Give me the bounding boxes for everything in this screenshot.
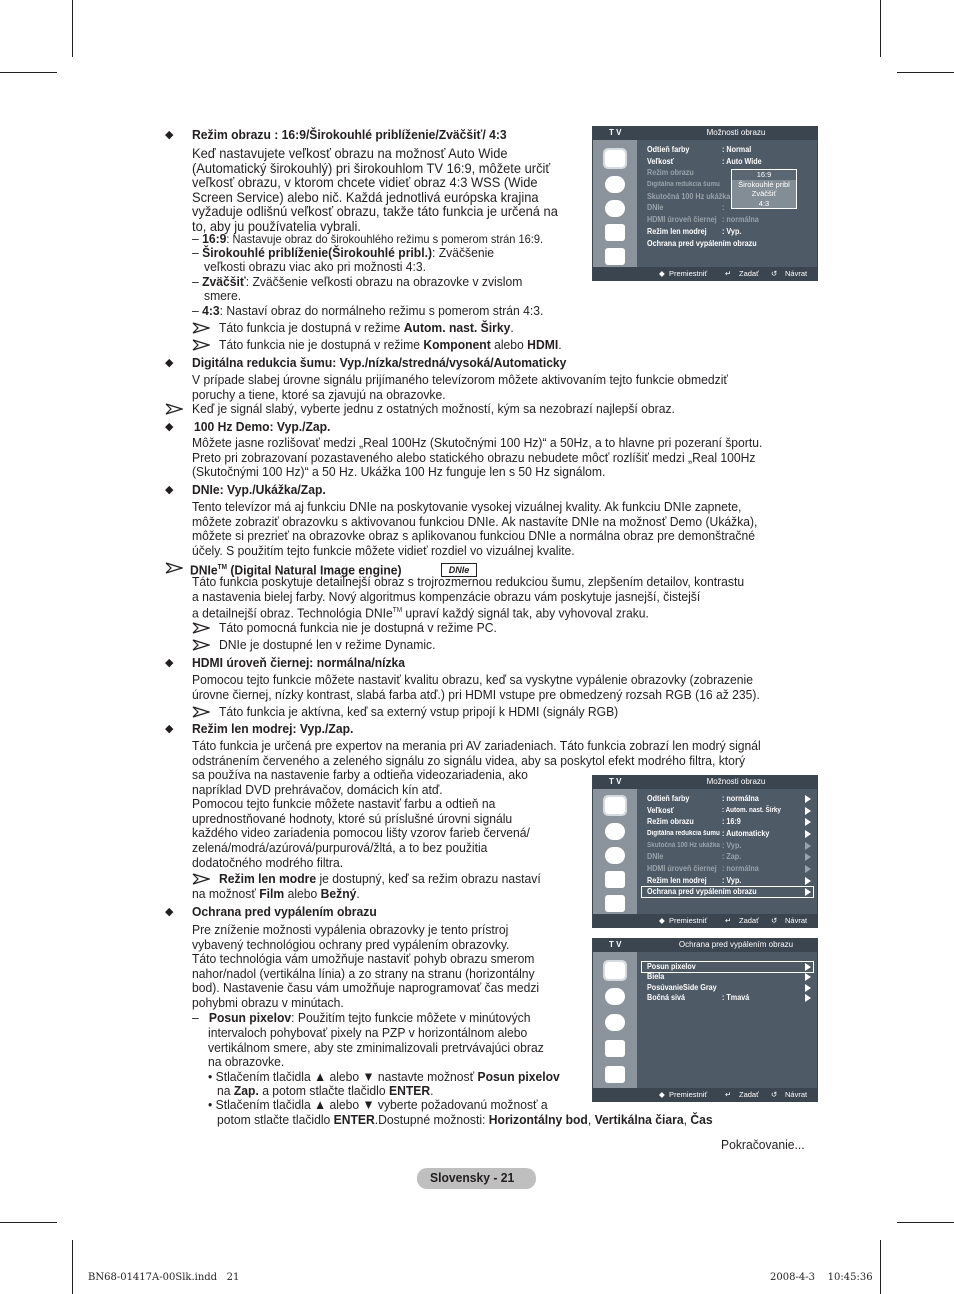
diamond-bullet-icon: ◆ [165,906,174,918]
enter-hint: Zadať [739,916,759,925]
note-text: Táto funkcia nie je dostupná v režime Komponent alebo HDMI. [219,337,562,352]
enter-icon: ↵ [725,1090,732,1099]
menu-item-label[interactable]: Veľkosť [647,806,675,815]
enter-hint: Zadať [739,1090,759,1099]
tv-label: T V [609,777,622,786]
footer-date: 2008-4-3 10:45:36 [770,1272,873,1283]
paragraph: Pre zníženie možnosti vypálenia obrazovky je tento prístroj vybavený technológiou ochrany pred vypálením obrazovky. Táto technológia vám umožňuje nastaviť pohyb obrazu smerom nahor/nadol (vertikálna línia) a zo strany na stranu (horizontálny bod). Nastavenie času vám umožňuje naprogramovať čas medzi pohybmi obrazu v minútach. [192,922,540,1010]
return-icon: ↺ [771,916,778,925]
paragraph: Táto funkcia poskytuje detailnejší obraz s trojrozmernou redukciou šumu, zlepšením detailov, kontrastu a nastavenia bielej farby. Nový algoritmus kompenzácie obrazu vám poskytuje jasnejší, čistejší a detailnejší obraz. Technológia DNIe™ upraví každý signál tak, aby vyhovoval zraku. [192,574,745,621]
sound-icon [605,823,625,840]
menu-item-label[interactable]: Odtieň farby [647,794,690,803]
note-arrow-icon [192,873,210,885]
diamond-bullet-icon: ◆ [165,657,174,669]
menu-title: Ochrana pred vypálením obrazu [678,940,794,949]
crop-mark [72,1240,73,1294]
paragraph: Môžete jasne rozlišovať medzi „Real 100Hz (Skutočnými 100 Hz)“ a 50Hz, a to hlavne pri pozeraní športu. Preto pri zobrazovaní pozastaveného alebo statického obrazu nebudete môcť rozlíšiť medzi „Real 100Hz (Skutočnými 100 Hz)“ a 50 Hz. Ukážka 100 Hz funguje len s 50 Hz signálom. [192,435,763,480]
menu-item-label[interactable]: PosúvanieSide Gray [647,983,717,992]
arrow-right-icon [805,795,811,803]
crop-mark [880,0,881,57]
return-hint: Návrat [785,1090,808,1099]
definition-item: – 4:3: Nastaví obraz do normálneho režimu s pomerom strán 4:3. [192,303,544,318]
diamond-bullet-icon: ◆ [165,723,174,735]
menu-item-label[interactable]: Režim obrazu [647,817,694,826]
menu-item-label[interactable]: Ochrana pred vypálením obrazu [647,887,757,896]
sound-icon [605,176,625,193]
move-hint: Premiestniť [669,916,708,925]
diamond-bullet-icon: ◆ [165,129,174,141]
move-hint: Premiestniť [669,269,708,278]
menu-list [637,140,817,267]
menu-item-value: : Automaticky [722,829,770,838]
menu-item-label[interactable]: Skutočná 100 Hz ukážka [647,842,720,849]
note-arrow-icon [165,403,183,415]
paragraph: Pomocou tejto funkcie môžete nastaviť kvalitu obrazu, keď sa vyskytne vypálenie obrazovky (zobrazenie úrovne čiernej, nízky kontrast, slabá farba atď.) pri HDMI vstupe pre obmedzený rozsah RGB (16 až 235). [192,672,760,702]
note-text: Režim len modre je dostupný, keď sa režim obrazu nastaví [219,871,541,886]
diamond-bullet-icon: ◆ [165,484,174,496]
menu-item-label[interactable]: HDMI úroveň čiernej [647,864,717,873]
section-title: HDMI úroveň čiernej: normálna/nízka [192,655,406,670]
note-text: na možnosť Film alebo Bežný. [192,886,360,901]
note-arrow-icon [192,322,210,334]
enter-icon: ↵ [725,916,732,925]
input-icon [605,895,625,912]
note-text: Keď je signál slabý, vyberte jednu z ostatných možností, kým sa nezobrazí najlepší obraz. [192,401,675,416]
menu-item-value: : Normal [722,145,752,154]
definition-item: – Posun pixelov: Použitím tejto funkcie môžete v minútových [192,1010,531,1025]
arrow-right-icon [805,807,811,815]
menu-item-label[interactable]: Odtieň farby [647,145,690,154]
arrow-right-icon [805,853,811,861]
section-title: Ochrana pred vypálením obrazu [192,904,377,919]
paragraph: Keď nastavujete veľkosť obrazu na možnosť Auto Wide (Automatický širokouhlý) pri širokouhlom TV 16:9, môžete určiť veľkosť obrazu, v ktorom chcete vidieť obraz 4:3 WSS (Wide Screen Service) alebo nič. Každá jednotlivá európska krajina vyžaduje odlišnú veľkosť obrazu, takže táto funkcia je určená na to, aby ju používatelia vybrali. [192,145,558,234]
diamond-bullet-icon: ◆ [165,421,174,433]
instruction-bullet: na Zap. a potom stlačte tlačidlo ENTER. [217,1083,434,1098]
menu-item-label[interactable]: Skutočná 100 Hz ukážka [647,192,731,201]
dropdown-option[interactable]: Širokouhlé pribl [738,179,790,189]
dnie-logo: DNIe [441,563,477,577]
tv-label: T V [609,128,622,137]
arrow-right-icon [805,963,811,971]
channel-icon [605,1014,625,1031]
menu-sidebar [593,789,637,914]
page-number: Slovensky - 21 [430,1170,515,1185]
definition-item: – 16:9: Nastavuje obraz do širokouhlého režimu s pomerom strán 16:9. [192,231,544,246]
move-icon: ◆ [659,1090,665,1099]
instruction-bullet: • Stlačením tlačidla ▲ alebo ▼ nastavte možnosť Posun pixelov [208,1069,560,1084]
channel-icon [605,847,625,864]
arrow-right-icon [805,984,811,992]
crop-mark [897,1222,954,1223]
menu-item-value: : Vyp. [722,876,742,885]
definition-item: – Zväčšiť: Zväčšenie veľkosti obrazu na obrazovke v zvislom [192,274,523,289]
move-icon: ◆ [659,916,665,925]
menu-item-value: : 16:9 [722,817,741,826]
instruction-bullet: potom stlačte tlačidlo ENTER.Dostupné možnosti: Horizontálny bod, Vertikálna čiara, Čas [217,1112,713,1127]
menu-item-value: : [722,203,725,212]
menu-footer [593,1088,817,1101]
menu-item-label[interactable]: Ochrana pred vypálením obrazu [647,239,757,248]
note-arrow-icon [192,622,210,634]
menu-item-label[interactable]: Biela [647,972,665,981]
arrow-right-icon [805,818,811,826]
menu-item-label[interactable]: Posun pixelov [647,962,696,971]
menu-item-value: : Autom. nast. Šírky [722,807,781,814]
return-icon: ↺ [771,269,778,278]
note-arrow-icon [192,639,210,651]
tv-menu-screenshot [592,775,818,928]
footer-file: BN68-01417A-00Slk.indd 21 [88,1272,240,1283]
menu-item-label[interactable]: Bočná sivá [647,993,686,1002]
picture-icon [605,962,625,979]
picture-icon [605,150,625,167]
menu-item-value: : Vyp. [722,841,742,850]
setup-icon [605,224,625,241]
arrow-right-icon [805,830,811,838]
note-text: Táto funkcia je aktívna, keď sa externý vstup pripojí k HDMI (signály RGB) [219,704,619,719]
paragraph: sa používa na nastavenie farby a odtieňa videozariadenia, ako napríklad DVD prehrávačov, domácich kín atď. Pomocou tejto funkcie môžete nastaviť farbu a odtieň na uprednostňované hodnoty, ktoré sú príslušné úrovni signálu každého video zariadenia pomocou lišty vzorov farieb červená/ zelená/modrá/azúrová/purpurová/žltá, a to bez použitia dodatočného modrého filtra. [192,767,530,870]
menu-list [637,789,817,914]
crop-mark [72,0,73,57]
picture-icon [605,797,625,814]
dropdown-option[interactable]: Zväčšiť [751,189,777,198]
enter-icon: ↵ [725,269,732,278]
tv-label: T V [609,940,622,949]
setup-icon [605,871,625,888]
paragraph: Tento televízor má aj funkciu DNIe na poskytovanie vysokej vizuálnej kvality. Ak funkciu DNIe zapnete, môžete zobraziť obrazovku s aktivovanou funkciou DNIe. Ak nastavíte DNIe na možnosť Demo (Ukážka), môžete si prezrieť na obrazovke obraz s aplikovanou funkciou DNIe a normálna obraz pre demonštračné účely. S použitím tejto funkcie môžete vidieť rozdiel vo vizuálnej kvalite. [192,499,758,558]
note-text: DNIe je dostupné len v režime Dynamic. [219,637,436,652]
section-title: Režim obrazu : 16:9/Širokouhlé priblíženie/Zväčšiť/ 4:3 [192,127,507,142]
note-arrow-icon [192,706,210,718]
tv-menu-screenshot [592,126,818,281]
menu-sidebar [593,952,637,1088]
input-icon [605,1066,625,1083]
menu-item-label[interactable]: HDMI úroveň čiernej [647,215,717,224]
subsection-title: DNIe™ (Digital Natural Image engine) [190,562,402,578]
definition-continuation: veľkosti obrazu viac ako pri možnosti 4:3. [204,259,427,274]
input-icon [605,248,625,265]
instruction-bullet: • Stlačením tlačidla ▲ alebo ▼ vyberte požadovanú možnosť a [208,1097,548,1112]
section-title: DNIe: Vyp./Ukážka/Zap. [192,482,326,497]
menu-item-value: : Zap. [722,852,742,861]
menu-footer [593,267,817,280]
paragraph: V prípade slabej úrovne signálu prijímaného televízorom môžete aktivovaním tejto funkcie obmedziť poruchy a tiene, ktoré sa zjavujú na obrazovke. [192,372,728,402]
note-arrow-icon [165,562,183,574]
menu-item-value: : Tmavá [722,993,750,1002]
menu-item-value: : Auto Wide [722,157,762,166]
note-text: Táto pomocná funkcia nie je dostupná v režime PC. [219,620,497,635]
arrow-right-icon [805,865,811,873]
setup-icon [605,1040,625,1057]
section-title: Digitálna redukcia šumu: Vyp./nízka/stredná/vysoká/Automaticky [192,355,567,370]
arrow-right-icon [805,888,811,896]
channel-icon [605,200,625,217]
dropdown-option[interactable]: 16:9 [732,170,796,180]
menu-list [637,952,817,1088]
menu-item-value: : normálna [722,794,759,803]
enter-hint: Zadať [739,269,759,278]
menu-title: Možnosti obrazu [706,777,766,786]
menu-item-label[interactable]: Digitálna redukcia šumu [647,830,720,837]
menu-item-value: : normálna [722,864,759,873]
diamond-bullet-icon: ◆ [165,357,174,369]
crop-mark [0,72,57,73]
section-title: 100 Hz Demo: Vyp./Zap. [194,419,331,434]
note-text: Táto funkcia je dostupná v režime Autom. nast. Širky. [219,320,514,335]
note-arrow-icon [192,339,210,351]
move-hint: Premiestniť [669,1090,708,1099]
return-hint: Návrat [785,916,808,925]
tv-menu-screenshot [592,938,818,1102]
definition-continuation: smere. [204,288,242,303]
arrow-right-icon [805,877,811,885]
definition-item: – Širokouhlé priblíženie(Širokouhlé pribl.): Zväčšenie [192,245,495,260]
section-title: Režim len modrej: Vyp./Zap. [192,721,354,736]
menu-item-label[interactable]: Veľkosť [647,157,675,166]
menu-footer [593,914,817,927]
menu-item-label[interactable]: Režim len modrej [647,227,707,236]
arrow-right-icon [805,973,811,981]
menu-title: Možnosti obrazu [706,128,766,137]
arrow-right-icon [805,994,811,1002]
return-hint: Návrat [785,269,808,278]
crop-mark [0,1222,57,1223]
arrow-right-icon [805,842,811,850]
continued-link: Pokračovanie... [721,1137,805,1152]
paragraph: Táto funkcia je určená pre expertov na merania pri AV zariadeniach. Táto funkcia zobrazí len modrý signál odstránením červeného a zeleného signálu zo signálu videa, aby sa poskytol efekt modrého filtra, ktorý [192,738,761,768]
menu-item-label[interactable]: DNIe [647,852,664,861]
move-icon: ◆ [659,269,665,278]
menu-item-label[interactable]: DNIe [647,203,664,212]
menu-sidebar [593,140,637,267]
crop-mark [880,1240,881,1294]
sound-icon [605,988,625,1005]
size-dropdown[interactable] [731,169,797,209]
return-icon: ↺ [771,1090,778,1099]
definition-continuation: intervaloch pohybovať pixely na PZP v horizontálnom alebo vertikálnom smere, aby ste zminimalizovali pretrvávajúci obraz na obrazovke. [208,1025,544,1070]
menu-item-label[interactable]: Digitálna redukcia šumu [647,181,720,188]
menu-item-label[interactable]: Režim len modrej [647,876,707,885]
menu-item-value: : Vyp. [722,227,742,236]
dropdown-option[interactable]: 4:3 [758,198,770,208]
menu-item-label[interactable]: Režim obrazu [647,168,694,177]
menu-item-value: : normálna [722,215,759,224]
crop-mark [897,72,954,73]
